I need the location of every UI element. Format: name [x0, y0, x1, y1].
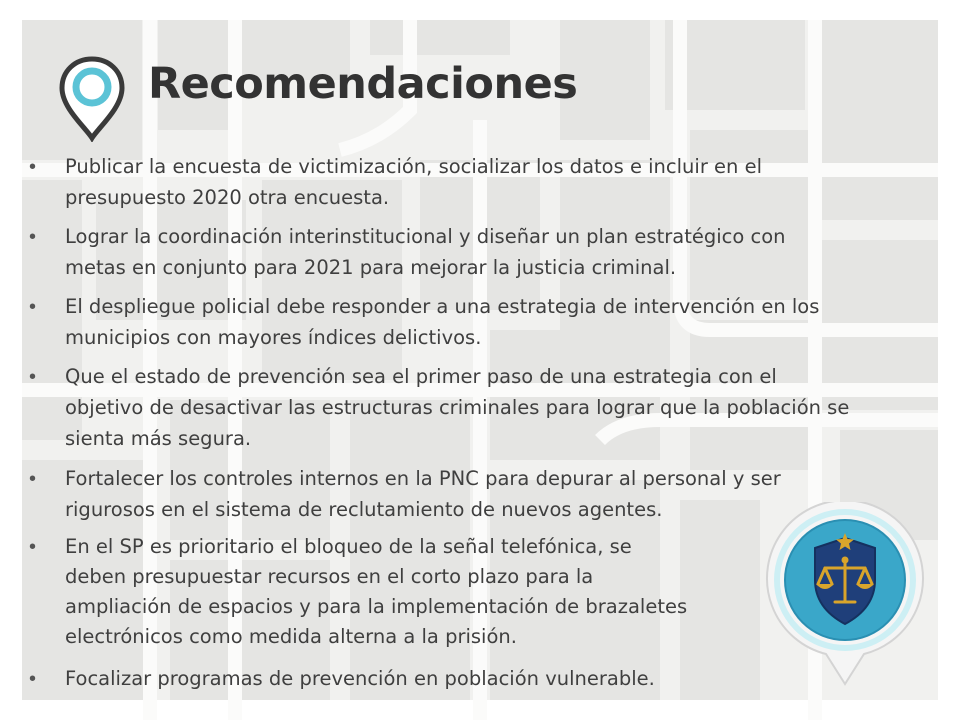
bullet-marker: • — [29, 296, 37, 318]
justice-scale-shield-icon — [764, 502, 926, 688]
list-item-line: El despliegue policial debe responder a una estrategia de intervención en los — [65, 295, 820, 318]
bullet-marker: • — [29, 226, 37, 248]
list-item-line: objetivo de desactivar las estructuras criminales para lograr que la población se — [65, 396, 850, 419]
list-item-line: ampliación de espacios y para la implementación de brazaletes — [65, 595, 688, 618]
list-item-line: electrónicos como medida alterna a la prisión. — [65, 625, 517, 648]
list-item-line: Fortalecer los controles internos en la PNC para depurar al personal y ser — [65, 467, 781, 490]
bullet-marker: • — [29, 366, 37, 388]
bullet-marker: • — [29, 668, 37, 690]
list-item-line: Que el estado de prevención sea el primer paso de una estrategia con el — [65, 365, 777, 388]
bullet-marker: • — [29, 536, 37, 558]
list-item-line: deben presupuestar recursos en el corto plazo para la — [65, 565, 594, 588]
list-item-line: rigurosos en el sistema de reclutamiento de nuevos agentes. — [65, 498, 663, 521]
list-item-line: municipios con mayores índices delictivos. — [65, 326, 482, 349]
bullet-marker: • — [29, 156, 37, 178]
bullet-marker: • — [29, 468, 37, 490]
location-pin-icon — [56, 56, 128, 142]
list-item-line: En el SP es prioritario el bloqueo de la señal telefónica, se — [65, 535, 632, 558]
list-item-line: metas en conjunto para 2021 para mejorar la justicia criminal. — [65, 256, 677, 279]
list-item-line: sienta más segura. — [65, 427, 252, 450]
list-item-line: Lograr la coordinación interinstitucional y diseñar un plan estratégico con — [65, 225, 786, 248]
slide-title: Recomendaciones — [148, 59, 578, 109]
list-item-line: presupuesto 2020 otra encuesta. — [65, 186, 390, 209]
list-item-line: Publicar la encuesta de victimización, socializar los datos e incluir en el — [65, 155, 763, 178]
list-item-line: Focalizar programas de prevención en población vulnerable. — [65, 667, 655, 690]
